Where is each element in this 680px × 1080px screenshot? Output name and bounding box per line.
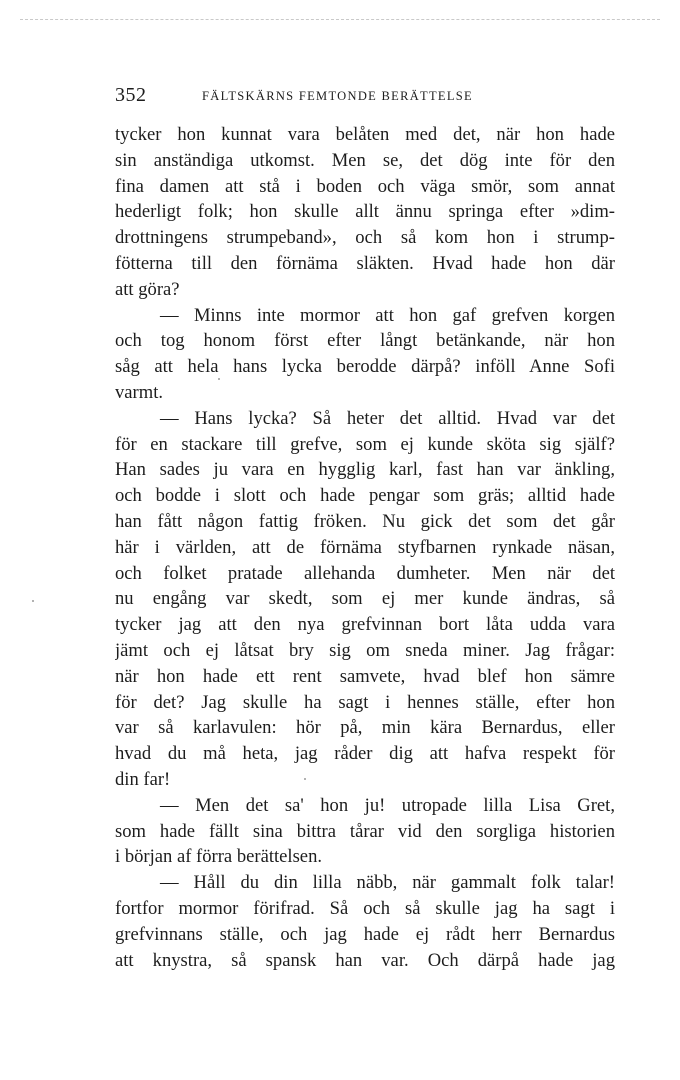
text-line: nu engång var skedt, som ej mer kunde ändras, så (115, 588, 615, 610)
text-line: grefvinnans ställe, och jag hade ej rådt herr Bernardus (115, 923, 615, 945)
text-line: för en stackare till grefve, som ej kunde sköta sig själf? (115, 433, 615, 455)
text-line: i början af förra berättelsen. (115, 846, 323, 868)
text-line: såg att hela hans lycka berodde därpå? inföll Anne Sofi (115, 356, 615, 378)
text-line: som hade fällt sina bittra tårar vid den sorgliga historien (115, 820, 615, 842)
text-line: sin anständiga utkomst. Men se, det dög inte för den (115, 149, 615, 171)
text-line: när hon hade ett rent samvete, hvad blef hon sämre (115, 665, 615, 687)
page-header (115, 84, 615, 108)
text-line: fötterna till den förnäma släkten. Hvad hade hon där (115, 252, 615, 274)
body-text (115, 122, 615, 973)
text-line: hederligt folk; hon skulle allt ännu springa efter »dim- (115, 201, 615, 223)
text-line: din far! (115, 768, 171, 790)
running-title: FÄLTSKÄRNS FEMTONDE BERÄTTELSE (202, 89, 473, 103)
text-line: här i världen, att de förnäma styfbarnen rynkade näsan, (115, 536, 615, 558)
text-line: — Hans lycka? Så heter det alltid. Hvad var det (160, 407, 615, 429)
text-line: fortfor mormor förifrad. Så och så skulle jag ha sagt i (115, 897, 615, 919)
text-line: han fått någon fattig fröken. Nu gick det som det går (115, 510, 615, 532)
text-line: var så karlavulen: hör på, min kära Bernardus, eller (115, 717, 615, 739)
text-line: hvad du må heta, jag råder dig att hafva respekt för (115, 743, 615, 765)
text-line: — Minns inte mormor att hon gaf grefven korgen (160, 304, 615, 326)
text-line: tycker hon kunnat vara belåten med det, när hon hade (115, 124, 615, 145)
text-line: fina damen att stå i boden och väga smör, som annat (115, 175, 615, 197)
scan-speck (32, 600, 34, 602)
scan-edge-line (20, 19, 660, 20)
text-line: och tog honom först efter långt betänkande, när hon (115, 330, 615, 352)
text-line: — Men det sa' hon ju! utropade lilla Lisa Gret, (160, 794, 615, 816)
text-line: att göra? (115, 278, 180, 300)
scan-speck (218, 378, 220, 380)
text-line: och bodde i slott och hade pengar som gräs; alltid hade (115, 485, 615, 507)
text-line: för det? Jag skulle ha sagt i hennes ställe, efter hon (115, 691, 615, 713)
text-line: jämt och ej låtsat bry sig om sneda miner. Jag frågar: (115, 639, 615, 661)
text-line: och folket pratade allehanda dumheter. Men när det (115, 562, 615, 584)
text-line: tycker jag att den nya grefvinnan bort låta udda vara (115, 614, 615, 636)
text-line: drottningens strumpeband», och så kom hon i strump- (115, 227, 615, 249)
text-line: — Håll du din lilla näbb, när gammalt folk talar! (160, 872, 615, 894)
text-line: varmt. (115, 381, 164, 403)
page-number: 352 (115, 84, 147, 106)
text-line: att knystra, så spansk han var. Och därpå hade jag (115, 949, 615, 971)
scan-speck (304, 778, 306, 780)
text-line: Han sades ju vara en hygglig karl, fast han var änkling, (115, 459, 615, 481)
